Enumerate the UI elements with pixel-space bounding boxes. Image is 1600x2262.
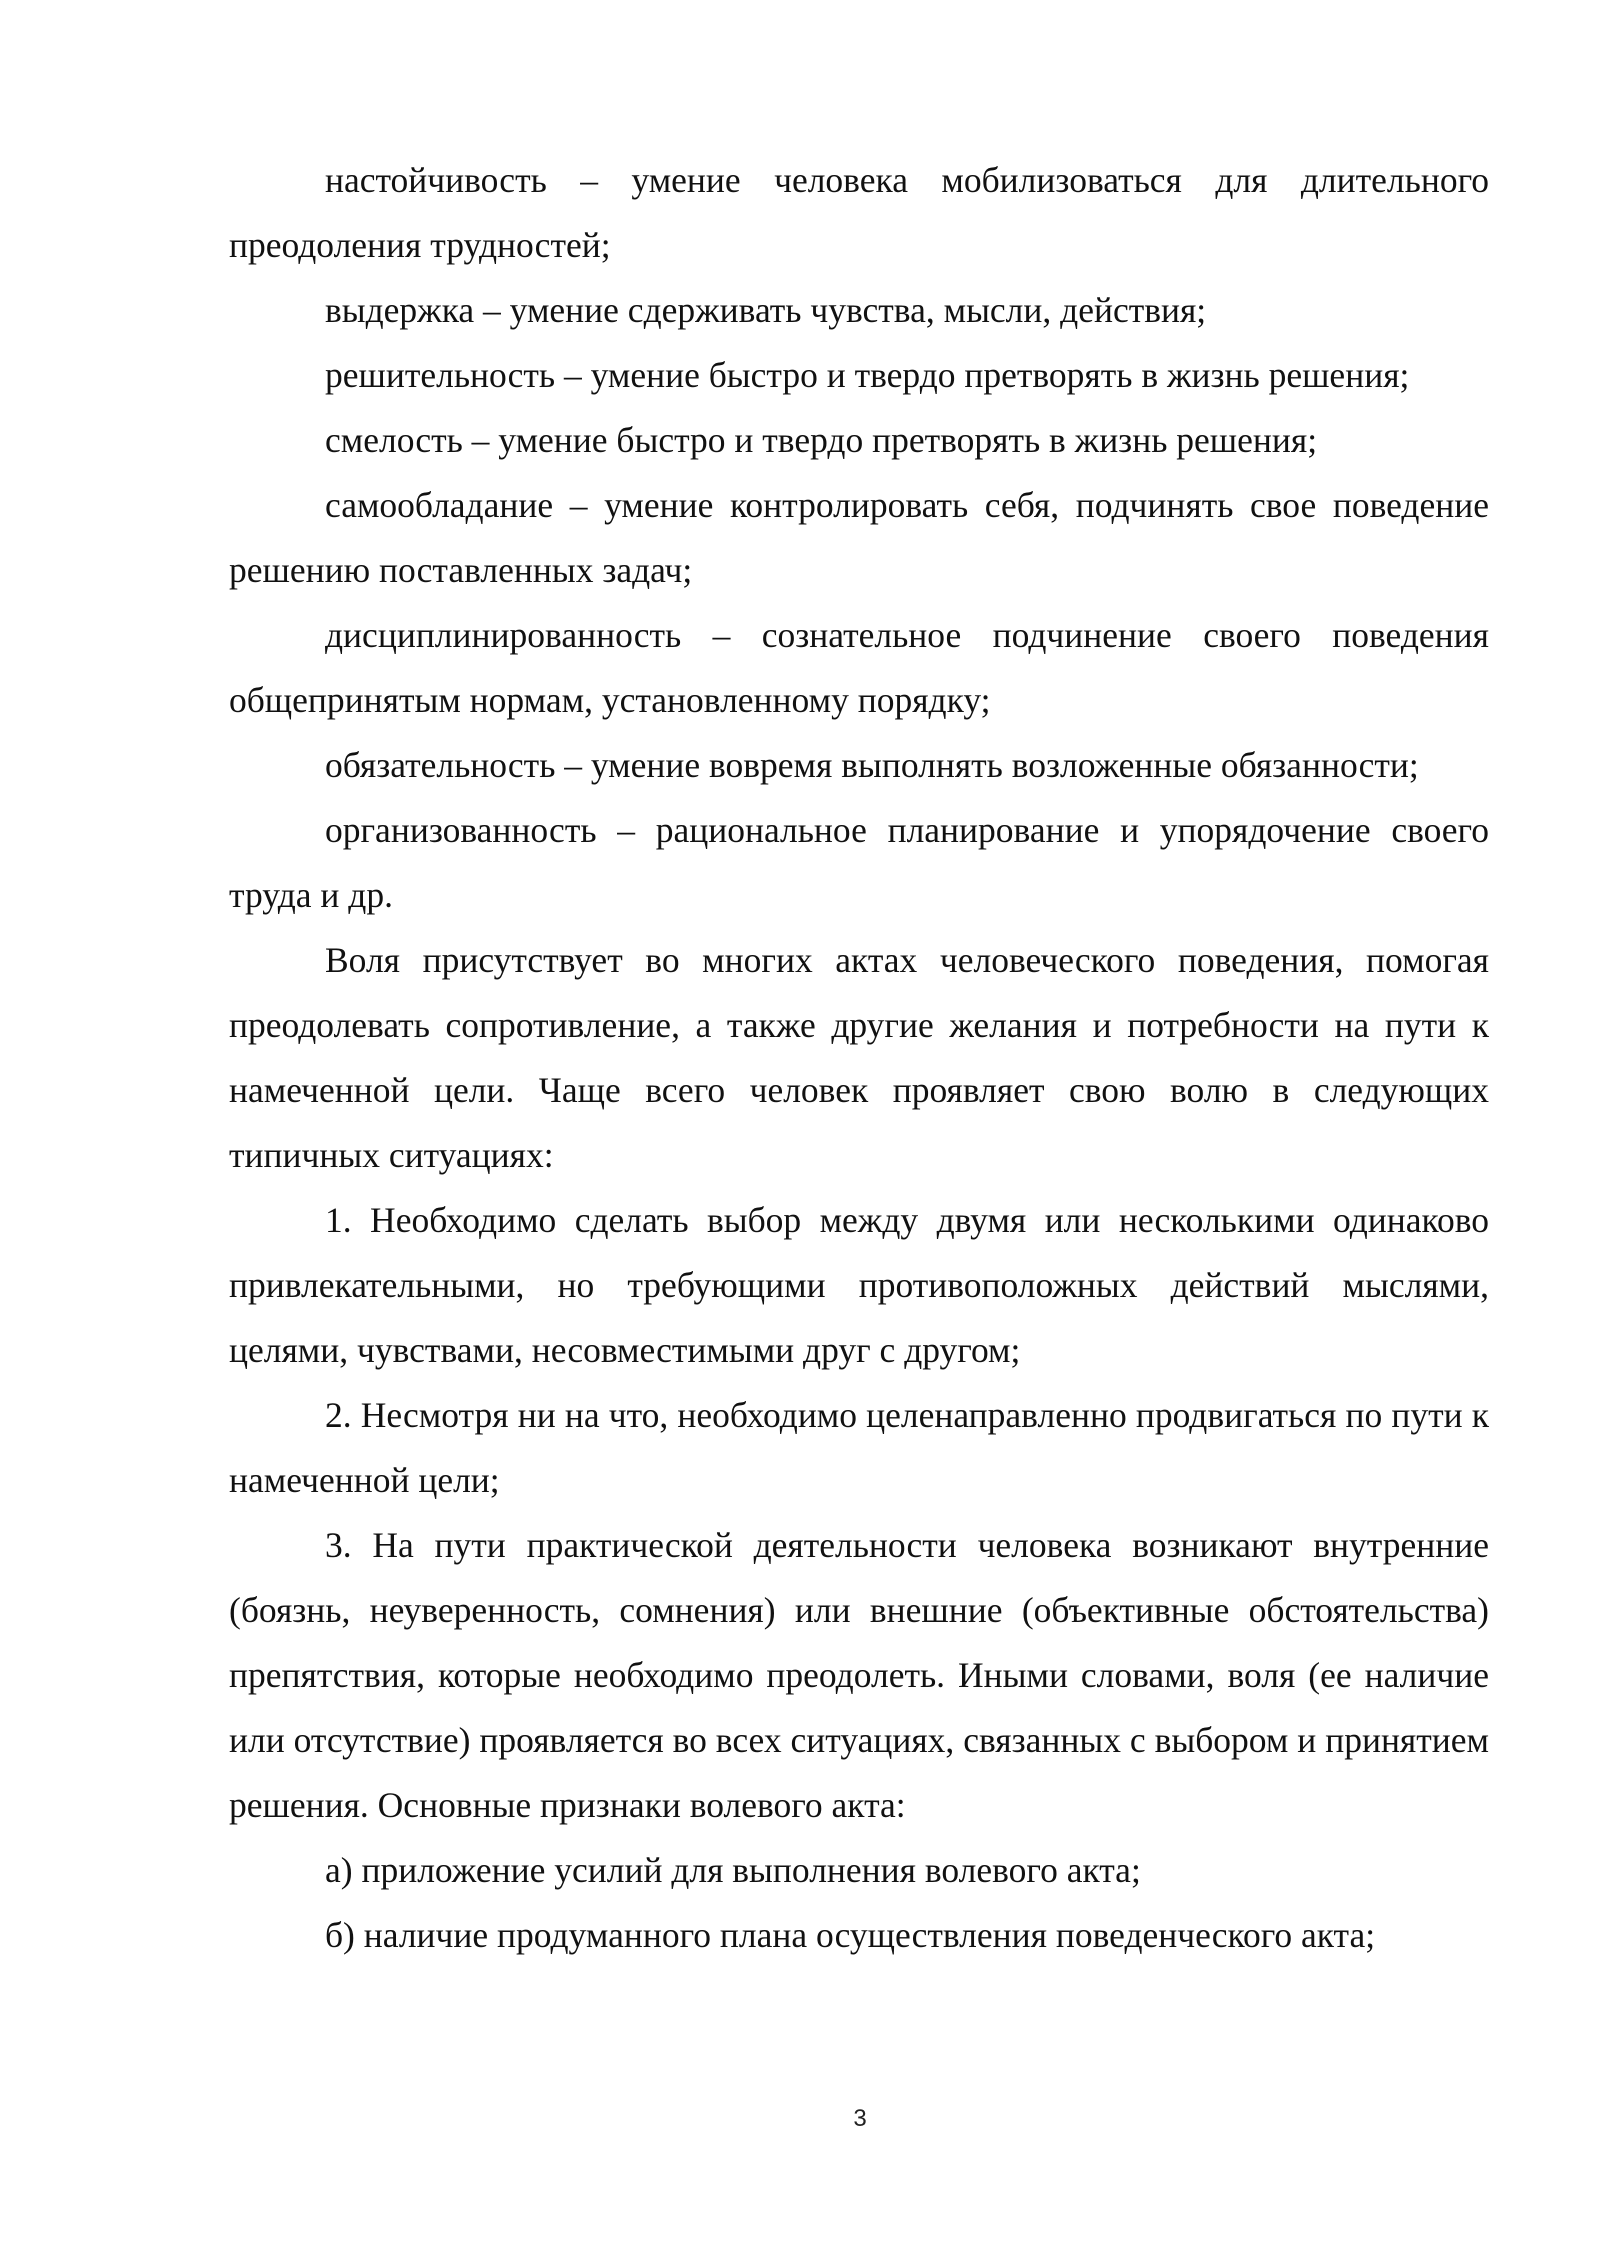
paragraph-discipline: дисциплинированность – сознательное подчинение своего поведения общепринятым нормам, установленному порядку;	[229, 615, 1489, 720]
paragraph-organization: организованность – рациональное планирование и упорядочение своего труда и др.	[229, 810, 1489, 915]
paragraph-self-control: самообладание – умение контролировать себя, подчинять свое поведение решению поставленных задач;	[229, 485, 1489, 590]
paragraph-sign-b: б) наличие продуманного плана осуществления поведенческого акта;	[325, 1915, 1376, 1955]
paragraph-situation-1: 1. Необходимо сделать выбор между двумя или несколькими одинаково привлекательными, но требующими противоположных действий мыслями, целями, чувствами, несовместимыми друг с другом;	[229, 1200, 1489, 1370]
paragraph-obligation: обязательность – умение вовремя выполнять возложенные обязанности;	[325, 745, 1419, 785]
paragraph-decisiveness: решительность – умение быстро и твердо претворять в жизнь решения;	[325, 355, 1410, 395]
body-text	[229, 148, 1489, 1968]
paragraph-situation-2: 2. Несмотря ни на что, необходимо целенаправленно продвигаться по пути к намеченной цели;	[229, 1395, 1489, 1500]
paragraph-perseverance: настойчивость – умение человека мобилизоваться для длительного преодоления трудностей;	[229, 160, 1489, 265]
paragraph-situation-3: 3. На пути практической деятельности человека возникают внутренние (боязнь, неуверенность, сомнения) или внешние (объективные обстоятельства) препятствия, которые необходимо преодолеть. Иными словами, воля (ее наличие или отсутствие) проявляется во всех ситуациях, связанных с выбором и принятием решения. Основные признаки волевого акта:	[229, 1525, 1489, 1825]
paragraph-courage: смелость – умение быстро и твердо претворять в жизнь решения;	[325, 420, 1318, 460]
paragraph-sign-a: а) приложение усилий для выполнения волевого акта;	[325, 1850, 1141, 1890]
paragraph-endurance: выдержка – умение сдерживать чувства, мысли, действия;	[325, 290, 1207, 330]
paragraph-will-intro: Воля присутствует во многих актах человеческого поведения, помогая преодолевать сопротивление, а также другие желания и потребности на пути к намеченной цели. Чаще всего человек проявляет свою волю в следующих типичных ситуациях:	[229, 940, 1489, 1175]
page-number: 3	[853, 2105, 867, 2132]
